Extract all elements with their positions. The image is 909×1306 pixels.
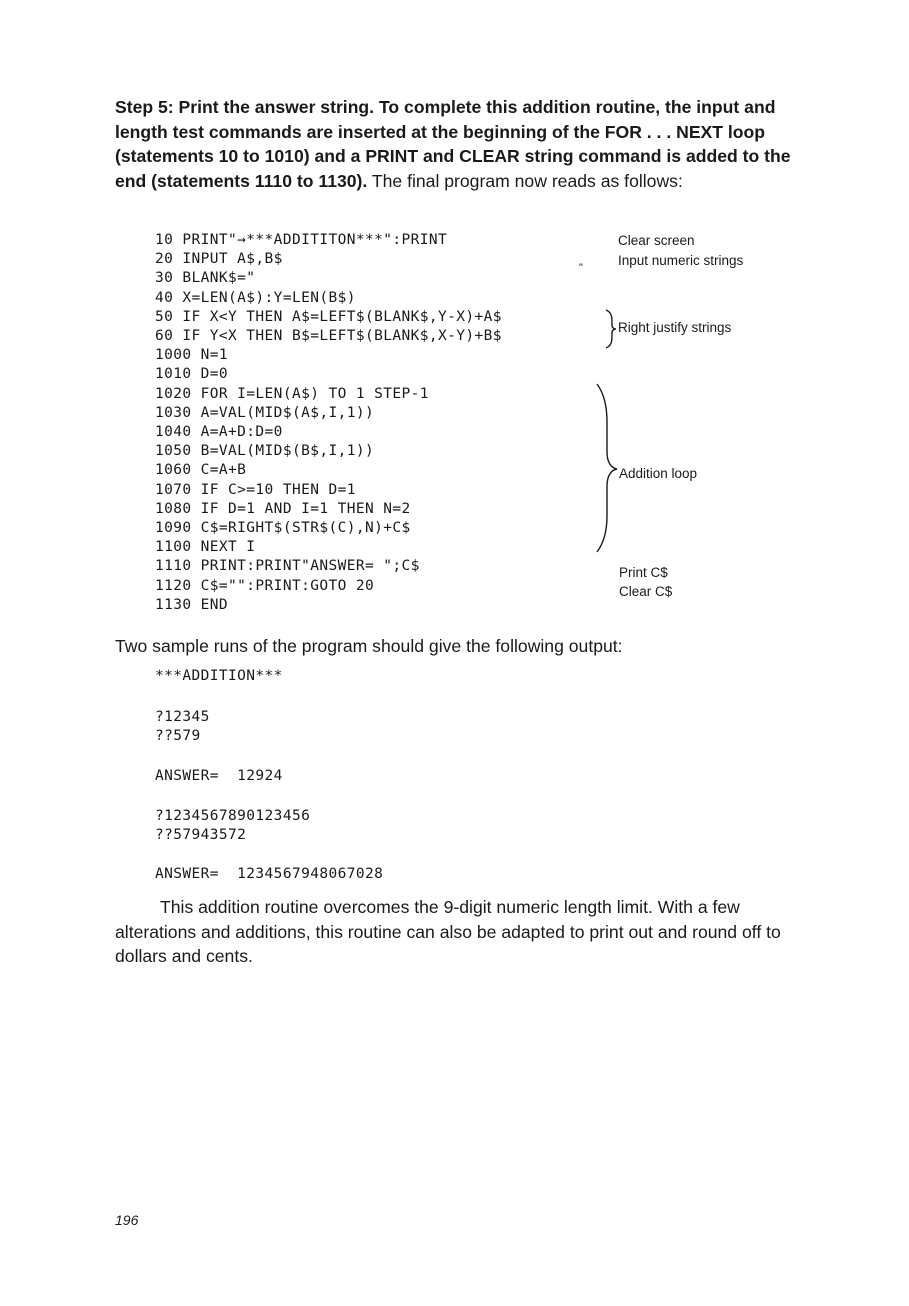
note-clear-c: Clear C$ <box>619 584 673 599</box>
stray-quote-mark: " <box>579 262 583 274</box>
note-clear-screen: Clear screen <box>618 233 695 248</box>
output-title: ***ADDITION*** <box>155 668 283 684</box>
note-right-justify: Right justify strings <box>618 320 732 335</box>
sample-runs-intro: Two sample runs of the program should give the following output: <box>115 636 623 656</box>
note-input-strings: Input numeric strings <box>618 253 744 268</box>
code-line: 1010 D=0 <box>155 366 229 383</box>
code-line: 1120 C$="":PRINT:GOTO 20 <box>155 577 375 594</box>
output-run1-input-a: ?12345 <box>155 709 210 725</box>
code-line: 1020 FOR I=LEN(A$) TO 1 STEP-1 <box>155 385 429 402</box>
output-run2-input-b: ??57943572 <box>155 827 247 843</box>
code-line: 20 INPUT A$,B$ <box>155 251 283 268</box>
code-line: 1080 IF D=1 AND I=1 THEN N=2 <box>155 500 411 517</box>
closing-paragraph: This addition routine overcomes the 9-digit numeric length limit. With a few alterations and additions, this routine can also be adapted to print out and round off to dollars and cents. <box>115 897 781 966</box>
code-line: 10 PRINT"→***ADDITITON***":PRINT <box>155 232 448 248</box>
addition-loop-brace <box>593 382 619 554</box>
page-number: 196 <box>115 1212 139 1228</box>
code-line: 60 IF Y<X THEN B$=LEFT$(BLANK$,X-Y)+B$ <box>155 328 502 345</box>
code-line: 1110 PRINT:PRINT"ANSWER= ";C$ <box>155 558 420 575</box>
code-line: 1130 END <box>155 596 229 613</box>
code-line: 30 BLANK$=" <box>155 270 256 287</box>
code-line: 1100 NEXT I <box>155 539 256 556</box>
right-justify-brace <box>604 308 618 350</box>
output-run2-input-a: ?1234567890123456 <box>155 808 311 824</box>
code-line: 1060 C=A+B <box>155 462 247 479</box>
program-listing <box>155 231 502 615</box>
code-line: 1040 A=A+D:D=0 <box>155 424 283 441</box>
intro-normal-text: The final program now reads as follows: <box>367 170 683 191</box>
code-line: 1050 B=VAL(MID$(B$,I,1)) <box>155 443 375 460</box>
code-line: 1090 C$=RIGHT$(STR$(C),N)+C$ <box>155 520 411 537</box>
intro-bold-text: Step 5: Print the answer string. To complete this addition routine, the input and length test commands are inserted at the beginning of the FOR . . . NEXT loop (statements 10 to 1010) and a PRINT and CLEAR string command is added to the end (statements 1110 to 1130). <box>115 97 791 191</box>
code-line: 1030 A=VAL(MID$(A$,I,1)) <box>155 404 375 421</box>
code-line: 1000 N=1 <box>155 347 229 364</box>
output-run2-answer: ANSWER= 1234567948067028 <box>155 866 384 882</box>
code-line: 40 X=LEN(A$):Y=LEN(B$) <box>155 289 356 306</box>
note-print-c: Print C$ <box>619 565 668 580</box>
intro-paragraph <box>115 95 815 193</box>
code-line: 50 IF X<Y THEN A$=LEFT$(BLANK$,Y-X)+A$ <box>155 308 502 325</box>
output-run1-input-b: ??579 <box>155 728 201 744</box>
code-line: 1070 IF C>=10 THEN D=1 <box>155 481 356 498</box>
note-addition-loop: Addition loop <box>619 466 698 481</box>
output-run1-answer: ANSWER= 12924 <box>155 768 283 784</box>
